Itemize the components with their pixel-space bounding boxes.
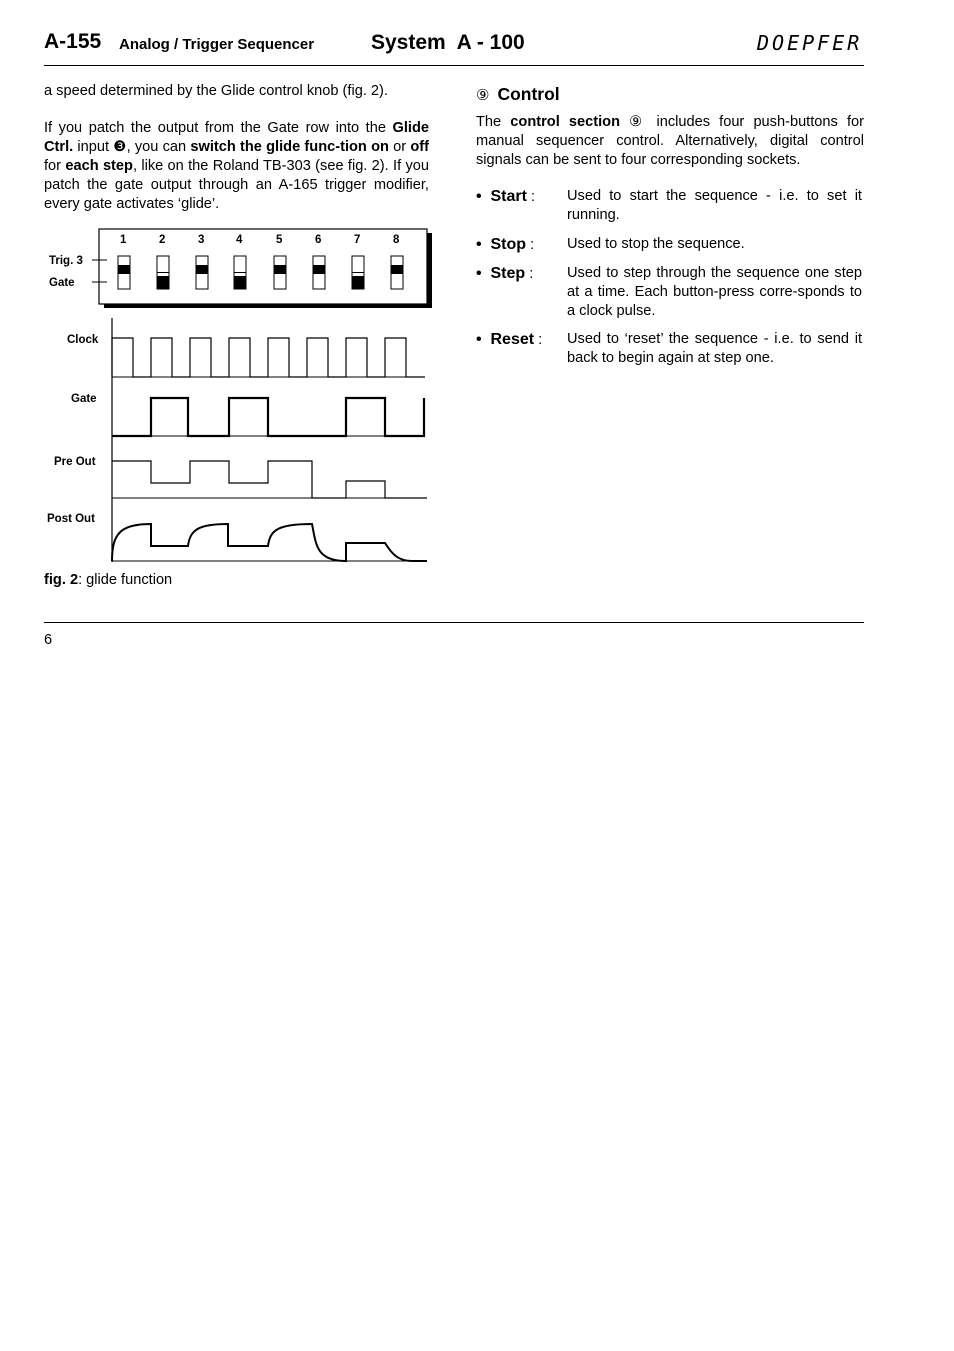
brand-logo: DOEPFER — [757, 31, 863, 55]
module-model: A-155 — [44, 30, 102, 53]
gate-signal-label: Gate — [71, 393, 97, 405]
glide-figure — [40, 224, 440, 569]
ref-3-glyph: ❸ — [113, 139, 127, 155]
page-number: 6 — [44, 632, 53, 648]
gate-waveform — [112, 398, 424, 436]
section-number: ⑨ — [476, 87, 490, 104]
switch-lever — [313, 265, 325, 274]
header-rule — [44, 65, 864, 66]
step-number: 2 — [159, 234, 166, 246]
paragraph-glide-ctrl: If you patch the output from the Gate row into the Glide Ctrl. input ❸, you can switch the glide func-tion on or off for each step, like on the Roland TB-303 (see fig. 2). If you patch the gate output through an A-165 trigger modifier, every gate activates ‘glide’. — [44, 120, 429, 212]
module-description: Analog / Trigger Sequencer — [119, 36, 315, 53]
switch-lever — [196, 265, 208, 274]
section-heading — [476, 84, 560, 105]
post-out-waveform — [112, 524, 427, 561]
step-number: 1 — [120, 234, 127, 246]
step-number: 8 — [393, 234, 400, 246]
left-column — [44, 82, 429, 214]
pre-out-label: Pre Out — [54, 456, 96, 468]
switch-lever — [274, 265, 286, 274]
pre-out-waveform — [112, 461, 427, 498]
post-out-label: Post Out — [47, 513, 95, 525]
control-intro: The control section ⑨ includes four push-buttons for manual sequencer control. Alternatively, digital control signals can be sent to four corresponding sockets. — [476, 114, 864, 168]
step-number: 7 — [354, 234, 361, 246]
trig-row-label: Trig. 3 — [49, 255, 83, 267]
step-number: 3 — [198, 234, 205, 246]
gate-row-label: Gate — [49, 277, 75, 289]
system-title: System A - 100 — [371, 31, 525, 54]
switch-panel — [99, 229, 427, 304]
clock-waveform — [112, 338, 425, 377]
step-number: 5 — [276, 234, 283, 246]
switch-lever — [118, 265, 130, 274]
figure-caption: fig. 2: glide function — [44, 572, 173, 588]
step-number: 6 — [315, 234, 322, 246]
switch-lever — [157, 276, 169, 289]
clock-label: Clock — [67, 334, 99, 346]
footer-rule — [44, 622, 864, 623]
switch-lever — [391, 265, 403, 274]
section-title: Control — [497, 84, 560, 104]
paragraph-glide-speed: a speed determined by the Glide control knob (fig. 2). — [44, 83, 388, 99]
switch-lever — [352, 276, 364, 289]
switch-lever — [234, 276, 246, 289]
step-number: 4 — [236, 234, 243, 246]
